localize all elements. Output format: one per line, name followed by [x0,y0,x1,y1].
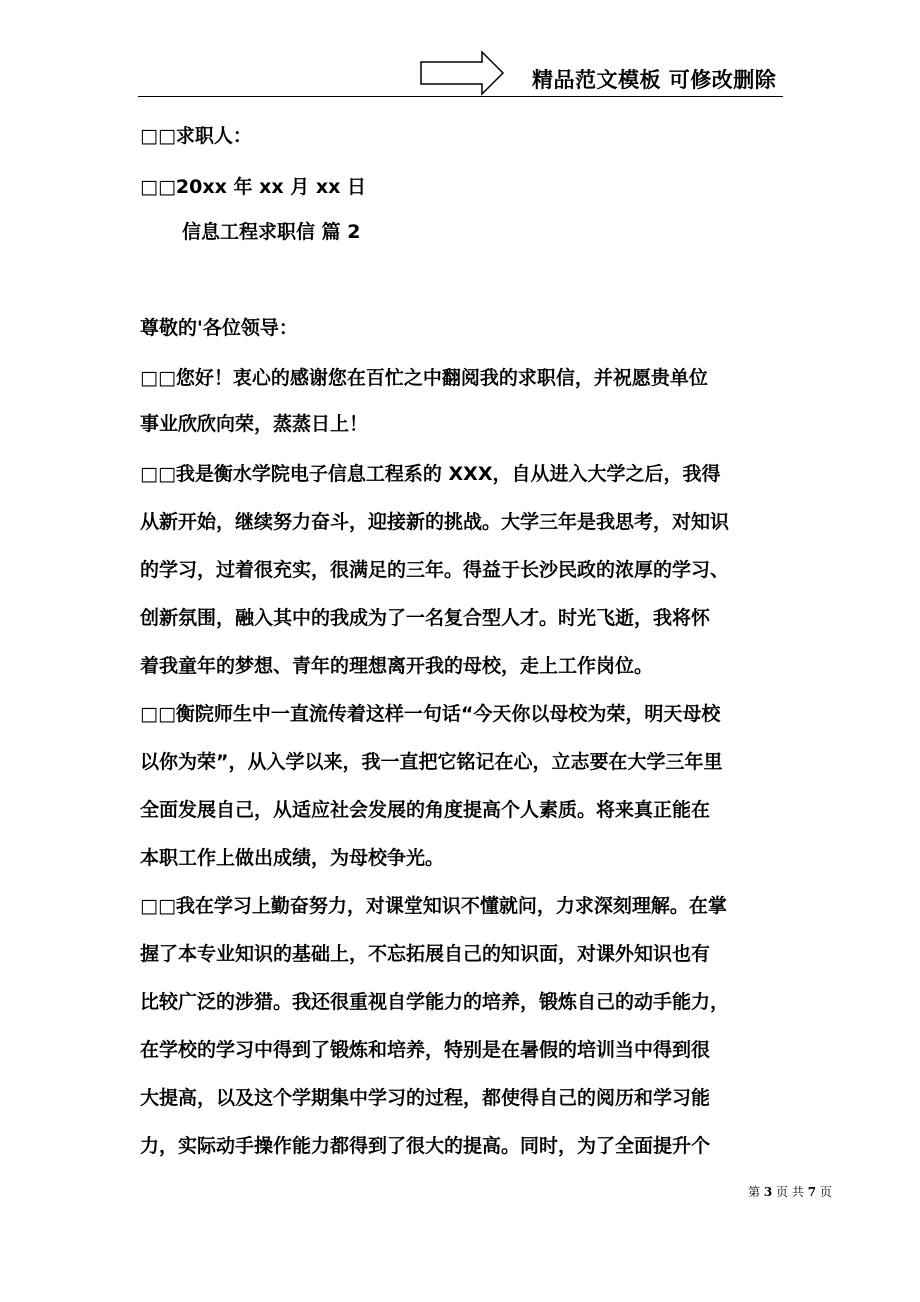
header-divider [138,96,783,97]
page-suffix: 页 [819,1185,832,1199]
paragraph-line: 握了本专业知识的基础上，不忘拓展自己的知识面，对课外知识也有 [140,943,711,965]
paragraph-line: 全面发展自己，从适应社会发展的角度提高个人素质。将来真正能在 [140,799,711,821]
paragraph-line: 以你为荣”，从入学以来，我一直把它铭记在心，立志要在大学三年里 [140,751,723,773]
header-title: 精品范文模板 可修改删除 [532,68,777,92]
paragraph-line: 的学习，过着很充实，很满足的三年。得益于长沙民政的浓厚的学习、 [140,559,730,581]
paragraph-line: □□衡院师生中一直流传着这样一句话“今天你以母校为荣，明天母校 [140,703,721,725]
paragraph-line: □□您好！衷心的感谢您在百忙之中翻阅我的求职信，并祝愿贵单位 [140,367,708,389]
section-heading: 信息工程求职信 篇 2 [182,221,361,243]
paragraph-line: 创新氛围，融入其中的我成为了一名复合型人才。时光飞逝，我将怀 [140,607,711,629]
paragraph-line: 着我童年的梦想、青年的理想离开我的母校，走上工作岗位。 [140,655,654,677]
paragraph-line: 力，实际动手操作能力都得到了很大的提高。同时，为了全面提升个 [140,1135,711,1157]
page-mid: 页 共 [776,1185,804,1199]
paragraph-line: 本职工作上做出成绩，为母校争光。 [140,847,445,869]
page-prefix: 第 [748,1185,761,1199]
paragraph-line: 比较广泛的涉猎。我还很重视自学能力的培养，锻炼自己的动手能力， [140,991,730,1013]
page-total: 7 [807,1185,817,1199]
paragraph-line: □□我在学习上勤奋努力，对课堂知识不懂就问，力求深刻理解。在掌 [140,895,727,917]
arrow-icon [420,50,505,96]
salutation: 尊敬的'各位领导： [140,317,298,339]
paragraph-line: 事业欣欣向荣，蒸蒸日上！ [140,413,369,435]
paragraph-line: 在学校的学习中得到了锻炼和培养，特别是在暑假的培训当中得到很 [140,1039,711,1061]
paragraph-line: 从新开始，继续努力奋斗，迎接新的挑战。大学三年是我思考，对知识 [140,511,730,533]
date-line: □□20xx 年 xx 月 xx 日 [140,176,366,198]
signature-line: □□求职人： [140,125,252,147]
page-current: 3 [763,1185,773,1199]
page-number [748,1183,832,1200]
paragraph-line: □□我是衡水学院电子信息工程系的 XXX，自从进入大学之后，我得 [140,463,721,485]
paragraph-line: 大提高，以及这个学期集中学习的过程，都使得自己的阅历和学习能 [140,1087,711,1109]
